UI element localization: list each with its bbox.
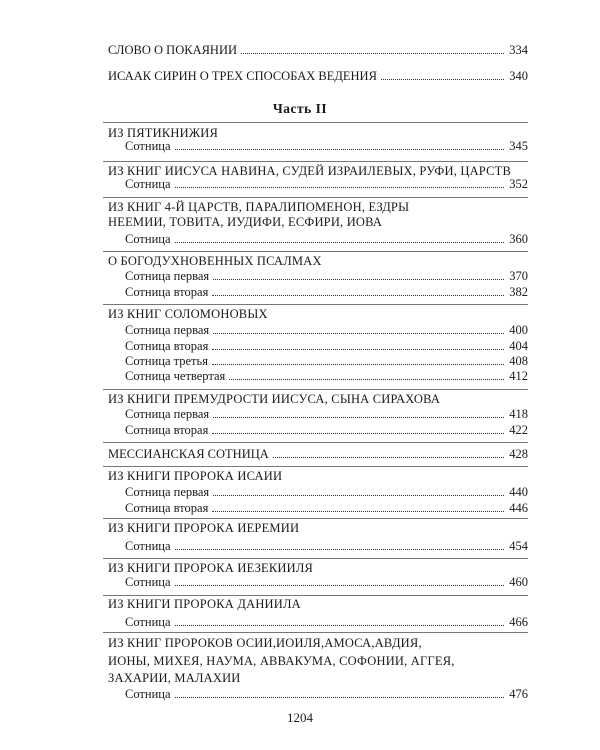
section-heading: ИЗ ПЯТИКНИЖИЯ — [108, 126, 218, 140]
subentry-page: 418 — [509, 407, 528, 421]
subentry-label: Сотница — [125, 232, 171, 246]
subentry-page: 422 — [509, 423, 528, 437]
subentry-label: Сотница — [125, 139, 171, 153]
leader-dots — [229, 379, 504, 380]
leader-dots — [212, 433, 504, 434]
subentry-page: 400 — [509, 323, 528, 337]
leader-dots — [175, 149, 504, 150]
subentry-label: Сотница — [125, 539, 171, 553]
subentry-label: Сотница вторая — [125, 423, 209, 437]
subentry-label: Сотница вторая — [125, 285, 209, 299]
leader-dots — [381, 79, 504, 80]
section-heading: О БОГОДУХНОВЕННЫХ ПСАЛМАХ — [108, 254, 322, 268]
leader-dots — [213, 333, 504, 334]
subentry-page: 440 — [509, 485, 528, 499]
entry-title: ИСААК СИРИН О ТРЕХ СПОСОБАХ ВЕДЕНИЯ — [108, 69, 377, 83]
section-heading-line: ИОНЫ, МИХЕЯ, НАУМА, АВВАКУМА, СОФОНИИ, АГГЕЯ, — [108, 654, 455, 668]
leader-dots — [241, 53, 504, 54]
toc-entry[interactable] — [108, 446, 528, 462]
section-heading: ИЗ КНИГИ ПРЕМУДРОСТИ ИИСУСА, СЫНА СИРАХОВА — [108, 392, 441, 406]
leader-dots — [212, 364, 504, 365]
leader-dots — [175, 585, 504, 586]
section-heading: ИЗ КНИГИ ПРОРОКА ИЕЗЕКИИЛЯ — [108, 561, 314, 575]
section-heading-line: НЕЕМИИ, ТОВИТА, ИУДИФИ, ЕСФИРИ, ИОВА — [108, 215, 383, 229]
toc-subentry[interactable] — [125, 353, 528, 369]
subentry-page: 345 — [509, 139, 528, 153]
leader-dots — [212, 295, 504, 296]
divider — [103, 442, 528, 443]
toc-subentry[interactable] — [125, 138, 528, 154]
toc-entry[interactable] — [108, 68, 528, 84]
subentry-label: Сотница вторая — [125, 501, 209, 515]
toc-subentry[interactable] — [125, 338, 528, 354]
section-heading-line: ЗАХАРИИ, МАЛАХИИ — [108, 671, 241, 685]
toc-subentry[interactable] — [125, 176, 528, 192]
toc-subentry[interactable] — [125, 368, 528, 384]
subentry-page: 404 — [509, 339, 528, 353]
entry-page: 334 — [509, 43, 528, 57]
toc-subentry[interactable] — [125, 574, 528, 590]
subentry-label: Сотница первая — [125, 407, 210, 421]
toc-subentry[interactable] — [125, 500, 528, 516]
leader-dots — [213, 495, 504, 496]
subentry-page: 446 — [509, 501, 528, 515]
leader-dots — [175, 549, 504, 550]
section-heading: ИЗ КНИГ ПРОРОКОВ ОСИИ,ИОИЛЯ,АМОСА,АВДИЯ, — [108, 636, 422, 650]
entry-title: МЕССИАНСКАЯ СОТНИЦА — [108, 447, 269, 461]
toc-subentry[interactable] — [125, 406, 528, 422]
subentry-label: Сотница — [125, 177, 171, 191]
subentry-label: Сотница — [125, 687, 171, 701]
subentry-page: 476 — [509, 687, 528, 701]
toc-subentry[interactable] — [125, 284, 528, 300]
toc-subentry[interactable] — [125, 268, 528, 284]
subentry-label: Сотница вторая — [125, 339, 209, 353]
subentry-label: Сотница четвертая — [125, 369, 226, 383]
leader-dots — [212, 349, 504, 350]
subentry-page: 466 — [509, 615, 528, 629]
entry-title: СЛОВО О ПОКАЯНИИ — [108, 43, 238, 57]
subentry-page: 460 — [509, 575, 528, 589]
page-number: 1204 — [287, 710, 313, 725]
subentry-label: Сотница первая — [125, 269, 210, 283]
section-heading: ИЗ КНИГИ ПРОРОКА ИЕРЕМИИ — [108, 521, 300, 535]
entry-page: 428 — [509, 447, 528, 461]
leader-dots — [175, 697, 504, 698]
leader-dots — [212, 511, 504, 512]
subentry-label: Сотница — [125, 615, 171, 629]
toc-subentry[interactable] — [125, 322, 528, 338]
subentry-page: 360 — [509, 232, 528, 246]
leader-dots — [213, 417, 504, 418]
subentry-page: 454 — [509, 539, 528, 553]
toc-subentry[interactable] — [125, 538, 528, 554]
subentry-page: 352 — [509, 177, 528, 191]
divider — [103, 122, 528, 123]
toc-subentry[interactable] — [125, 231, 528, 247]
subentry-page: 412 — [509, 369, 528, 383]
section-heading: ИЗ КНИГ СОЛОМОНОВЫХ — [108, 307, 268, 321]
toc-subentry[interactable] — [125, 686, 528, 702]
toc-subentry[interactable] — [125, 484, 528, 500]
subentry-label: Сотница — [125, 575, 171, 589]
toc-entry[interactable] — [108, 42, 528, 58]
leader-dots — [175, 187, 504, 188]
section-heading: ИЗ КНИГИ ПРОРОКА ДАНИИЛА — [108, 597, 301, 611]
subentry-page: 408 — [509, 354, 528, 368]
toc-subentry[interactable] — [125, 614, 528, 630]
subentry-label: Сотница третья — [125, 354, 208, 368]
section-heading: ИЗ КНИГ 4-Й ЦАРСТВ, ПАРАЛИПОМЕНОН, ЕЗДРЫ — [108, 200, 410, 214]
toc-subentry[interactable] — [125, 422, 528, 438]
part-title: Часть II — [272, 101, 328, 116]
subentry-label: Сотница первая — [125, 323, 210, 337]
leader-dots — [175, 625, 504, 626]
subentry-page: 370 — [509, 269, 528, 283]
subentry-page: 382 — [509, 285, 528, 299]
entry-page: 340 — [509, 69, 528, 83]
subentry-label: Сотница первая — [125, 485, 210, 499]
section-heading: ИЗ КНИГ ИИСУСА НАВИНА, СУДЕЙ ИЗРАИЛЕВЫХ, РУФИ, ЦАРСТВ — [108, 164, 512, 178]
leader-dots — [213, 279, 504, 280]
divider — [103, 632, 528, 633]
section-heading: ИЗ КНИГИ ПРОРОКА ИСАИИ — [108, 469, 283, 483]
leader-dots — [273, 457, 504, 458]
leader-dots — [175, 242, 504, 243]
